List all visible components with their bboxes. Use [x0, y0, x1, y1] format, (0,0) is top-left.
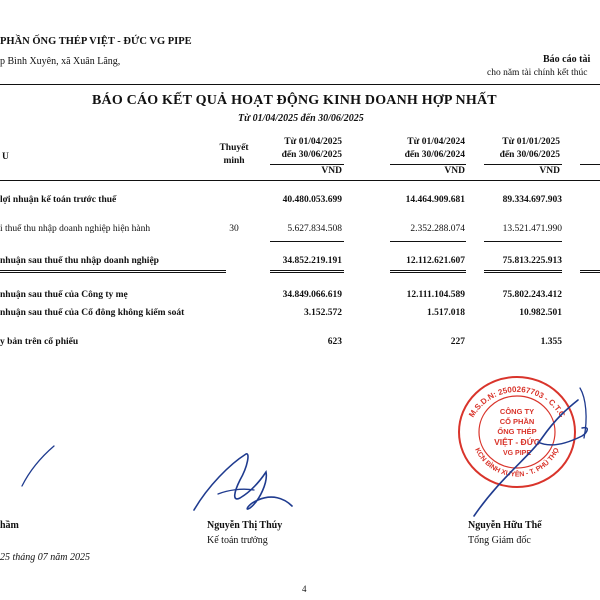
column-unit-2: VND — [444, 166, 465, 176]
company-address: p Bình Xuyên, xã Xuân Lãng, — [0, 56, 121, 67]
row-label: nhuận sau thuế của Công ty mẹ — [0, 290, 128, 300]
row-value: 227 — [450, 337, 465, 347]
subtotal-rule-2 — [390, 241, 466, 242]
row-label: nhuận sau thuế của Cổ đông không kiểm soát — [0, 308, 185, 318]
row-value: 13.521.471.990 — [502, 224, 562, 234]
period-note: cho năm tài chính kết thúc — [487, 68, 588, 78]
row-value: 3.152.572 — [304, 308, 342, 318]
stamp-line-4: VIỆT - ĐỨC — [494, 437, 540, 447]
row-value: 10.982.501 — [519, 308, 562, 318]
preparer-name: hầm — [0, 520, 19, 531]
page-number: 4 — [302, 584, 307, 594]
form-label: Báo cáo tài — [543, 54, 591, 65]
subtotal-rule-3 — [484, 241, 562, 242]
total-rule-4 — [580, 270, 600, 273]
signing-date: 25 tháng 07 năm 2025 — [0, 552, 90, 563]
stamp-line-1: CÔNG TY — [499, 407, 535, 416]
header-rule-2 — [390, 164, 466, 165]
row-note: 30 — [229, 224, 239, 234]
column-header-item: U — [2, 152, 9, 162]
row-label: y bản trên cổ phiếu — [0, 337, 79, 347]
stamp-bottom-text: KCN BÌNH XUYÊN - T. PHÚ THỌ — [473, 446, 561, 479]
column-header-note: Thuyết minh — [219, 143, 249, 166]
row-value: 1.517.018 — [427, 308, 465, 318]
row-label: i thuế thu nhập doanh nghiệp hiện hành — [0, 224, 151, 234]
total-rule-2 — [390, 270, 466, 273]
header-rule-3 — [484, 164, 562, 165]
chief-accountant-title: Kế toán trưởng — [207, 535, 268, 546]
row-value: 12.111.104.589 — [406, 290, 465, 300]
row-value: 623 — [327, 337, 342, 347]
accountant-signature — [188, 446, 298, 526]
column-unit-3: VND — [539, 166, 560, 176]
row-value: 2.352.288.074 — [410, 224, 465, 234]
row-label: nhuận sau thuế thu nhập doanh nghiệp — [0, 256, 159, 266]
row-value: 75.802.243.412 — [502, 290, 562, 300]
subtotal-rule-1 — [270, 241, 344, 242]
report-subtitle: Từ 01/04/2025 đến 30/06/2025 — [238, 113, 364, 124]
row-value: 34.852.219.191 — [282, 256, 342, 266]
column-header-period-2: Từ 01/04/2024 đến 30/06/2024 — [404, 137, 465, 160]
row-value: 75.813.225.913 — [502, 256, 562, 266]
director-title: Tổng Giám đốc — [468, 535, 531, 546]
header-rule-4 — [580, 164, 600, 165]
row-value: 1.355 — [540, 337, 562, 347]
row-value: 12.112.621.607 — [406, 256, 465, 266]
director-signature — [470, 378, 595, 523]
stamp-line-2: CỔ PHẦN — [499, 417, 535, 426]
row-label: lợi nhuận kế toán trước thuế — [0, 195, 117, 205]
header-rule-1 — [270, 164, 344, 165]
stamp-line-5: VG PIPE — [502, 450, 532, 457]
total-rule-1 — [270, 270, 344, 273]
report-title: BÁO CÁO KẾT QUẢ HOẠT ĐỘNG KINH DOANH HỢP NHẤT — [92, 93, 497, 108]
column-header-period-1: Từ 01/04/2025 đến 30/06/2025 — [281, 137, 342, 160]
header-divider — [0, 84, 600, 85]
chief-accountant-name: Nguyễn Thị Thúy — [207, 520, 283, 531]
row-value: 5.627.834.508 — [287, 224, 342, 234]
column-header-period-3: Từ 01/01/2025 đến 30/06/2025 — [499, 137, 560, 160]
company-name: PHẦN ỐNG THÉP VIỆT - ĐỨC VG PIPE — [0, 36, 192, 47]
left-signature — [20, 440, 60, 490]
table-header-rule — [0, 180, 600, 181]
column-unit-1: VND — [321, 166, 342, 176]
director-name: Nguyễn Hữu Thể — [468, 520, 542, 531]
stamp-ring-text: M.S.D.N: 2500267703 - C.T.C — [467, 384, 567, 419]
row-value: 89.334.697.903 — [502, 195, 562, 205]
stamp-line-3: ỐNG THÉP — [497, 427, 537, 436]
row-value: 40.480.053.699 — [282, 195, 342, 205]
total-rule-3 — [484, 270, 562, 273]
total-rule-label — [0, 270, 226, 273]
row-value: 14.464.909.681 — [405, 195, 465, 205]
row-value: 34.849.066.619 — [282, 290, 342, 300]
